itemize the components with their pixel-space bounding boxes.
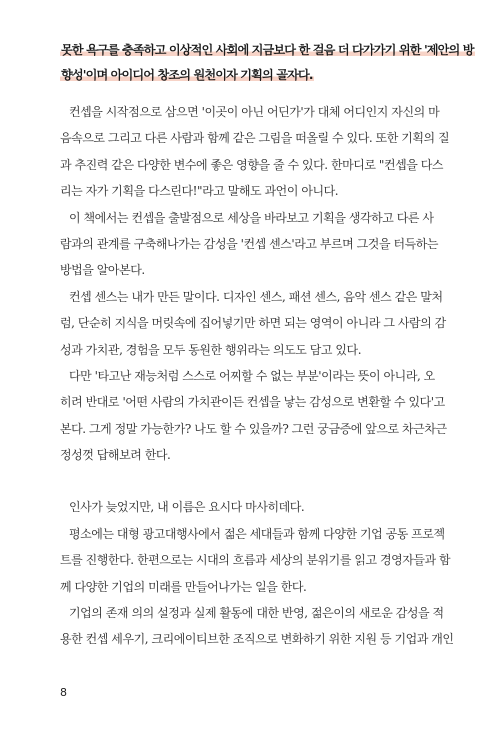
text-line: 리는 자가 기획을 다스린다!"라고 말해도 과언이 아니다. xyxy=(60,184,339,199)
text-line: 히려 반대로 '어떤 사람의 가치관이든 컨셉을 낳는 감성으로 변환할 수 있다'고 xyxy=(60,395,445,410)
text-line: 인사가 늦었지만, 내 이름은 요시다 마사히데다. xyxy=(69,500,305,515)
highlighted-line xyxy=(60,63,452,88)
paragraph xyxy=(60,99,452,205)
paragraph xyxy=(60,494,452,520)
text-line: 용한 컨셉 세우기, 크리에이티브한 조직으로 변화하기 위한 지원 등 기업과 개인 xyxy=(60,632,454,647)
highlighted-text: 못한 욕구를 충족하고 이상적인 사회에 지금보다 한 걸음 더 다가가기 위한 '제안의 방 xyxy=(61,43,474,57)
text-line: 컨셉을 시작점으로 삼으면 '이곳이 아닌 어딘가'가 대체 어디인지 자신의 마 xyxy=(69,105,440,119)
text-line: 정성껏 답해보려 한다. xyxy=(60,448,171,463)
text-line: 럼, 단순히 지식을 머릿속에 집어넣기만 하면 되는 영역이 아니라 그 사람의 감 xyxy=(60,316,446,331)
highlighted-line xyxy=(60,38,474,63)
text-line: 방법을 알아본다. xyxy=(60,263,145,278)
text-line: 과 추진력 같은 다양한 변수에 좋은 영향을 줄 수 있다. 한마디로 "컨셉을 다스 xyxy=(60,157,444,172)
text-line: 트를 진행한다. 한편으로는 시대의 흐름과 세상의 분위기를 읽고 경영자들과 함 xyxy=(60,553,451,568)
paragraph xyxy=(60,284,452,363)
text-line: 음속으로 그리고 다른 사람과 함께 같은 그림을 떠올릴 수 있다. 또한 기획의 질 xyxy=(60,131,450,146)
text-line: 께 다양한 기업의 미래를 만들어나가는 일을 한다. xyxy=(60,579,307,594)
text-line: 본다. 그게 정말 가능한가? 나도 할 수 있을까? 그런 궁금증에 앞으로 차근차근 xyxy=(60,421,447,436)
section-gap xyxy=(60,468,452,494)
text-line: 평소에는 대형 광고대행사에서 젊은 세대들과 함께 다양한 기업 공동 프로젝 xyxy=(69,526,445,541)
paragraph xyxy=(60,205,452,284)
page-number: 8 xyxy=(60,686,67,699)
paragraph xyxy=(60,521,452,600)
text-line: 기업의 존재 의의 설정과 실제 활동에 대한 반영, 젊은이의 새로운 감성을 적 xyxy=(69,606,444,621)
paragraph-group-a xyxy=(60,99,452,468)
highlighted-passage xyxy=(60,38,474,88)
paragraph xyxy=(60,600,452,653)
text-line: 성과 가치관, 경험을 모두 동원한 행위라는 의도도 담고 있다. xyxy=(60,342,362,357)
text-line: 람과의 관계를 구축해나가는 감성을 '컨셉 센스'라고 부르며 그것을 터득하는 xyxy=(60,236,439,251)
highlighted-text: 향성'이며 아이디어 창조의 원천이자 기획의 골자다. xyxy=(61,68,313,82)
body-text xyxy=(60,99,452,653)
text-line: 이 책에서는 컨셉을 출발점으로 세상을 바라보고 기획을 생각하고 다른 사 xyxy=(69,210,434,225)
paragraph xyxy=(60,363,452,469)
text-line: 다만 '타고난 재능처럼 스스로 어찌할 수 없는 부분'이라는 뜻이 아니라, 오 xyxy=(69,368,435,383)
paragraph-group-b xyxy=(60,494,452,652)
text-line: 컨셉 센스는 내가 만든 말이다. 디자인 센스, 패션 센스, 음악 센스 같은 말처 xyxy=(69,289,443,304)
